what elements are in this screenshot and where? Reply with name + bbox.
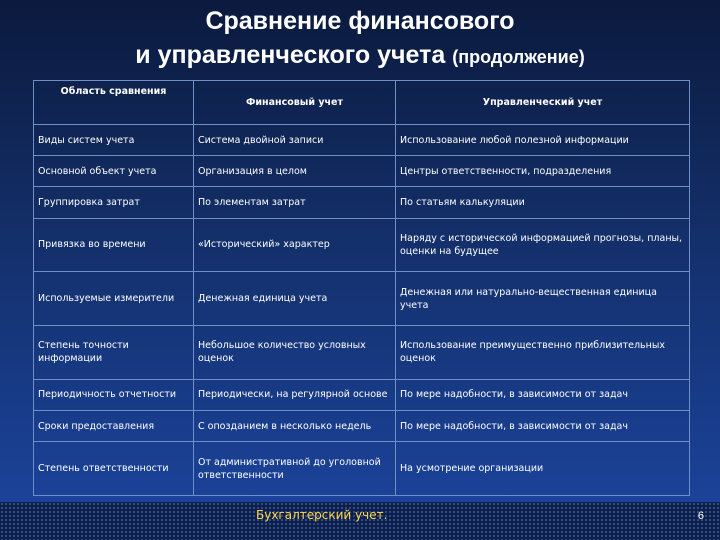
table-row <box>34 187 690 218</box>
managerial-cell: Денежная или натурально-вещественная единица учета <box>396 272 690 326</box>
managerial-cell: Наряду с исторической информацией прогнозы, планы, оценки на будущее <box>396 218 690 272</box>
financial-cell: Небольшое количество условных оценок <box>194 326 396 380</box>
table-row <box>34 125 690 156</box>
managerial-cell: Центры ответственности, подразделения <box>396 156 690 187</box>
managerial-cell: По статьям калькуляции <box>396 187 690 218</box>
header-financial: Финансовый учет <box>194 81 396 125</box>
row-label: Степень ответственности <box>34 442 194 496</box>
financial-cell: Система двойной записи <box>194 125 396 156</box>
row-label: Используемые измерители <box>34 272 194 326</box>
managerial-cell: Использование преимущественно приблизительных оценок <box>396 326 690 380</box>
managerial-cell: Использование любой полезной информации <box>396 125 690 156</box>
table-row <box>34 379 690 410</box>
page-number: 6 <box>697 510 704 522</box>
row-label: Периодичность отчетности <box>34 379 194 410</box>
footer-caption: Бухгалтерский учет. <box>256 508 388 522</box>
managerial-cell: По мере надобности, в зависимости от задач <box>396 411 690 442</box>
row-label: Основной объект учета <box>34 156 194 187</box>
row-label: Виды систем учета <box>34 125 194 156</box>
row-label: Сроки предоставления <box>34 411 194 442</box>
financial-cell: По элементам затрат <box>194 187 396 218</box>
financial-cell: «Исторический» характер <box>194 218 396 272</box>
title-line-2 <box>0 38 720 74</box>
financial-cell: Денежная единица учета <box>194 272 396 326</box>
row-label: Привязка во времени <box>34 218 194 272</box>
header-managerial: Управленческий учет <box>396 81 690 125</box>
managerial-cell: По мере надобности, в зависимости от задач <box>396 379 690 410</box>
title-suffix: (продолжение) <box>452 47 585 67</box>
slide-title <box>0 4 720 74</box>
slide-footer <box>0 502 720 540</box>
table-header-row <box>34 81 690 125</box>
managerial-cell: На усмотрение организации <box>396 442 690 496</box>
comparison-table <box>33 80 690 496</box>
financial-cell: От административной до уголовной ответственности <box>194 442 396 496</box>
header-area: Область сравнения <box>34 81 194 125</box>
table-row <box>34 411 690 442</box>
table-row <box>34 156 690 187</box>
financial-cell: Периодически, на регулярной основе <box>194 379 396 410</box>
financial-cell: Организация в целом <box>194 156 396 187</box>
financial-cell: С опозданием в несколько недель <box>194 411 396 442</box>
row-label: Степень точности информации <box>34 326 194 380</box>
table-row <box>34 272 690 326</box>
title-line-2-main: и управленческого учета <box>135 41 446 69</box>
table-row <box>34 218 690 272</box>
row-label: Группировка затрат <box>34 187 194 218</box>
title-line-1: Сравнение финансового <box>205 7 515 35</box>
table-row <box>34 442 690 496</box>
table-row <box>34 326 690 380</box>
